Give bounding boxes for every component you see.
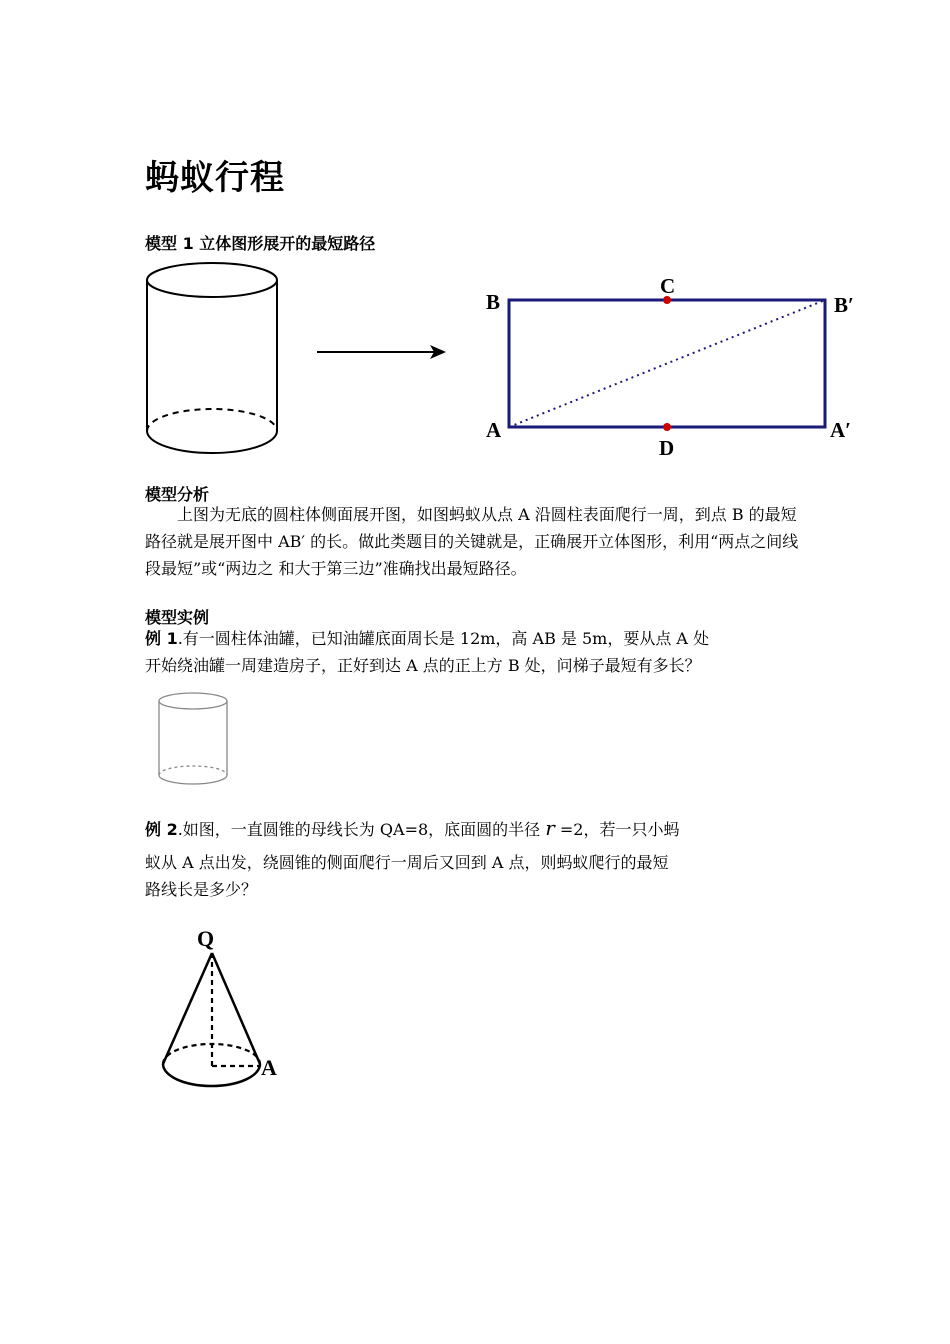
arrow-icon	[317, 345, 446, 359]
cylinder-figure	[147, 263, 277, 453]
example2-label: 例 2	[145, 820, 178, 839]
figure-cylinder-unfolding	[140, 258, 860, 463]
label-c: C	[660, 274, 676, 298]
unfolded-rectangle	[486, 274, 854, 460]
label-d: D	[659, 436, 675, 460]
example1-text1: .有一圆柱体油罐，已知油罐底面周长是 12m，高 AB 是 5m，要从点 A 处	[177, 629, 710, 648]
cone-figure	[155, 920, 290, 1095]
radius-symbol: r	[545, 816, 555, 840]
cone-label-q: Q	[197, 926, 215, 951]
example2-line3: 路线长是多少？	[145, 880, 258, 899]
model1-heading: 模型 1 立体图形展开的最短路径	[145, 234, 376, 253]
label-a-prime: A′	[830, 418, 852, 442]
point-d	[663, 423, 671, 431]
page-title: 蚂蚁行程	[145, 158, 285, 198]
label-b: B	[486, 290, 501, 314]
example2-line1	[145, 818, 680, 838]
small-cylinder-figure	[155, 690, 235, 790]
label-b-prime: B′	[834, 293, 854, 317]
diagonal-ab-prime	[509, 300, 825, 427]
example1-label: 例 1	[145, 629, 178, 648]
example2-text1b: =2，若一只小蚂	[554, 820, 680, 839]
example2-text1a: .如图，一直圆锥的母线长为 QA=8，底面圆的半径	[177, 820, 546, 839]
example2-line2: 蚁从 A 点出发，绕圆锥的侧面爬行一周后又回到 A 点，则蚂蚁爬行的最短	[145, 853, 669, 872]
cone-label-a: A	[261, 1055, 277, 1080]
example1-line1	[145, 631, 709, 647]
label-a: A	[486, 418, 502, 442]
analysis-paragraph: 上图为无底的圆柱体侧面展开图，如图蚂蚁从点 A 沿圆柱表面爬行一周，到点 B 的最短路径就是展开图中 AB′ 的长。做此类题目的关键就是，正确展开立体图形，利用“两点之间线段最短”或“两边之 和大于第三边”准确找出最短路径。	[145, 505, 799, 578]
example1-line2: 开始绕油罐一周建造房子，正好到达 A 点的正上方 B 处，问梯子最短有多长？	[145, 656, 701, 675]
analysis-heading: 模型分析	[145, 485, 210, 504]
examples-heading: 模型实例	[145, 608, 210, 627]
